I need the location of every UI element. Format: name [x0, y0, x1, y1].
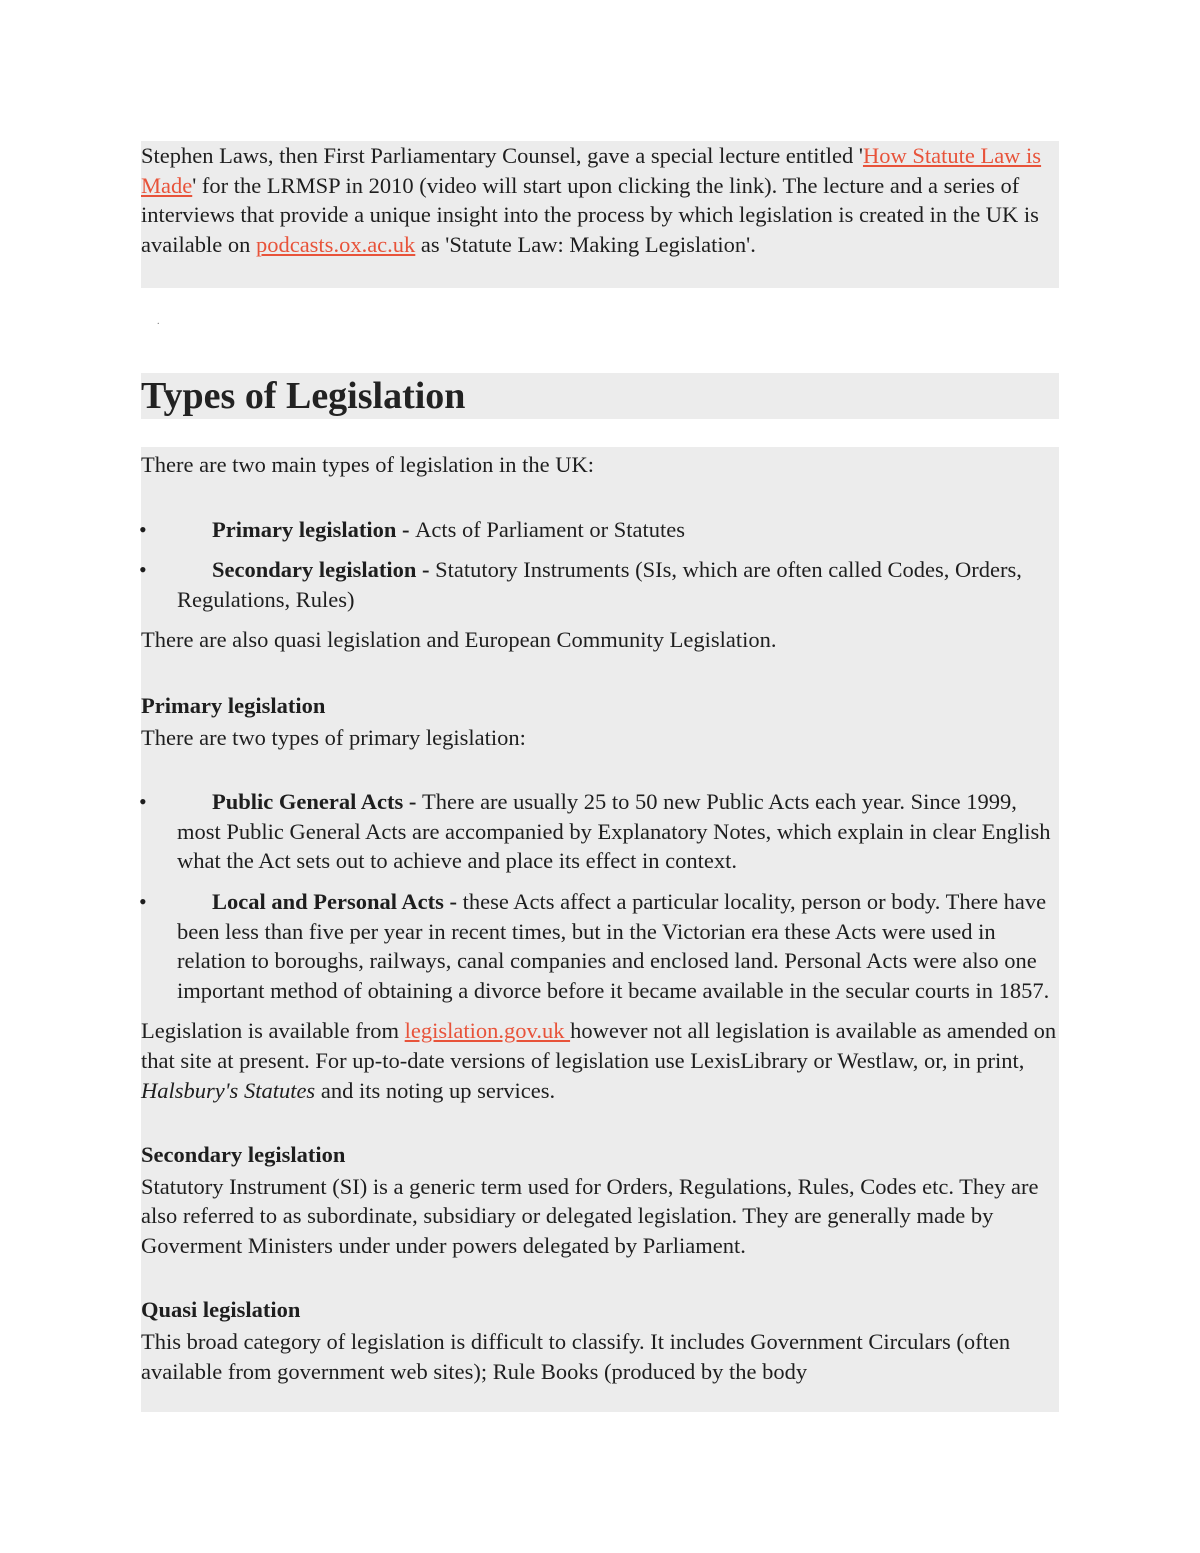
- list-item: • Secondary legislation - Statutory Instruments (SIs, which are often called Codes, Orders, Regulations, Rules): [139, 557, 1022, 612]
- primary-intro: There are two types of primary legislation:: [141, 724, 526, 750]
- types-also: There are also quasi legislation and European Community Legislation.: [141, 627, 777, 653]
- primary-heading: Primary legislation: [141, 692, 326, 718]
- list-item: • Public General Acts - There are usually 25 to 50 new Public Acts each year. Since 1999, most Public General Acts are accompanied by Explanatory Notes, which explain in clear English what the Act sets out to achieve and place its effect in context.: [139, 789, 1051, 874]
- quasi-heading: Quasi legislation: [141, 1297, 301, 1323]
- quasi-text: This broad category of legislation is difficult to classify. It includes Government Circulars (often available from government web sites); Rule Books (produced by the body: [141, 1329, 1011, 1384]
- title-block: [141, 373, 1059, 419]
- intro-text-mid: ' for the LRMSP in 2010 (video will start upon clicking the link). The lecture and a series of interviews that provide a unique insight into the process by which legislation is created in the UK is available on: [141, 172, 1039, 257]
- legislation-gov-uk-link[interactable]: legislation.gov.uk: [404, 1018, 571, 1044]
- intro-block: [141, 141, 1059, 288]
- secondary-text: Statutory Instrument (SI) is a generic term used for Orders, Regulations, Rules, Codes etc. They are also referred to as subordinate, subsidiary or delegated legislation. They are generally made by Goverment Ministers under under powers delegated by Parliament.: [141, 1173, 1039, 1258]
- intro-text-pre: Stephen Laws, then First Parliamentary Counsel, gave a special lecture entitled ': [141, 143, 863, 168]
- halsburys-statutes: Halsbury's Statutes: [141, 1077, 316, 1103]
- podcasts-link[interactable]: podcasts.ox.ac.uk: [255, 231, 416, 257]
- availability-paragraph: Legislation is available from legislation.gov.uk however not all legislation is available as amended on that site at present. For up-to-date versions of legislation use LexisLibrary or Westlaw, or, in print, Halsbury's Statutes and its noting up services.: [141, 1018, 1057, 1103]
- bullet-icon: •: [139, 888, 147, 914]
- list-item-text: Statutory Instruments (SIs, which are often called Codes, Orders, Regulations, Rules): [177, 557, 1022, 612]
- bullet-icon: •: [139, 516, 147, 542]
- list-item-term: Public General Acts: [212, 789, 404, 815]
- stray-dot: .: [157, 316, 160, 327]
- list-item: • Local and Personal Acts - these Acts affect a particular locality, person or body. There have been less than five per year in recent times, but in the Victorian era these Acts were used in relation to boroughs, railways, canal companies and enclosed land. Personal Acts were also one important method of obtaining a divorce before it became available in the secular courts in 1857.: [139, 888, 1050, 1003]
- primary-list: [141, 787, 1059, 1005]
- list-item: • Primary legislation - Acts of Parliament or Statutes: [141, 515, 1059, 545]
- intro-text-post: as 'Statute Law: Making Legislation'.: [415, 231, 756, 257]
- bullet-icon: •: [139, 789, 147, 815]
- bullet-icon: •: [139, 557, 147, 583]
- list-item-term: Local and Personal Acts: [212, 888, 444, 914]
- page-title: Types of Legislation: [141, 375, 466, 417]
- how-statute-law-link[interactable]: How Statute Law is Made: [141, 143, 1042, 198]
- types-list: [141, 515, 1059, 615]
- list-item-term: Secondary legislation: [212, 557, 417, 583]
- types-intro: There are two main types of legislation in the UK:: [141, 452, 594, 477]
- list-item-text: these Acts affect a particular locality, person or body. There have been less than five per year in recent times, but in the Victorian era these Acts were used in relation to boroughs, railways, canal companies and enclosed land. Personal Acts were also one important method of obtaining a divorce before it became available in the secular courts in 1857.: [177, 888, 1050, 1003]
- list-item-term: Primary legislation: [212, 516, 397, 542]
- secondary-heading: Secondary legislation: [141, 1142, 346, 1168]
- list-item-text: Acts of Parliament or Statutes: [415, 516, 686, 542]
- main-content-block: [141, 447, 1059, 1412]
- list-item-text: There are usually 25 to 50 new Public Acts each year. Since 1999, most Public General Acts are accompanied by Explanatory Notes, which explain in clear English what the Act sets out to achieve and place its effect in context.: [177, 789, 1051, 874]
- intro-paragraph: [141, 141, 1059, 259]
